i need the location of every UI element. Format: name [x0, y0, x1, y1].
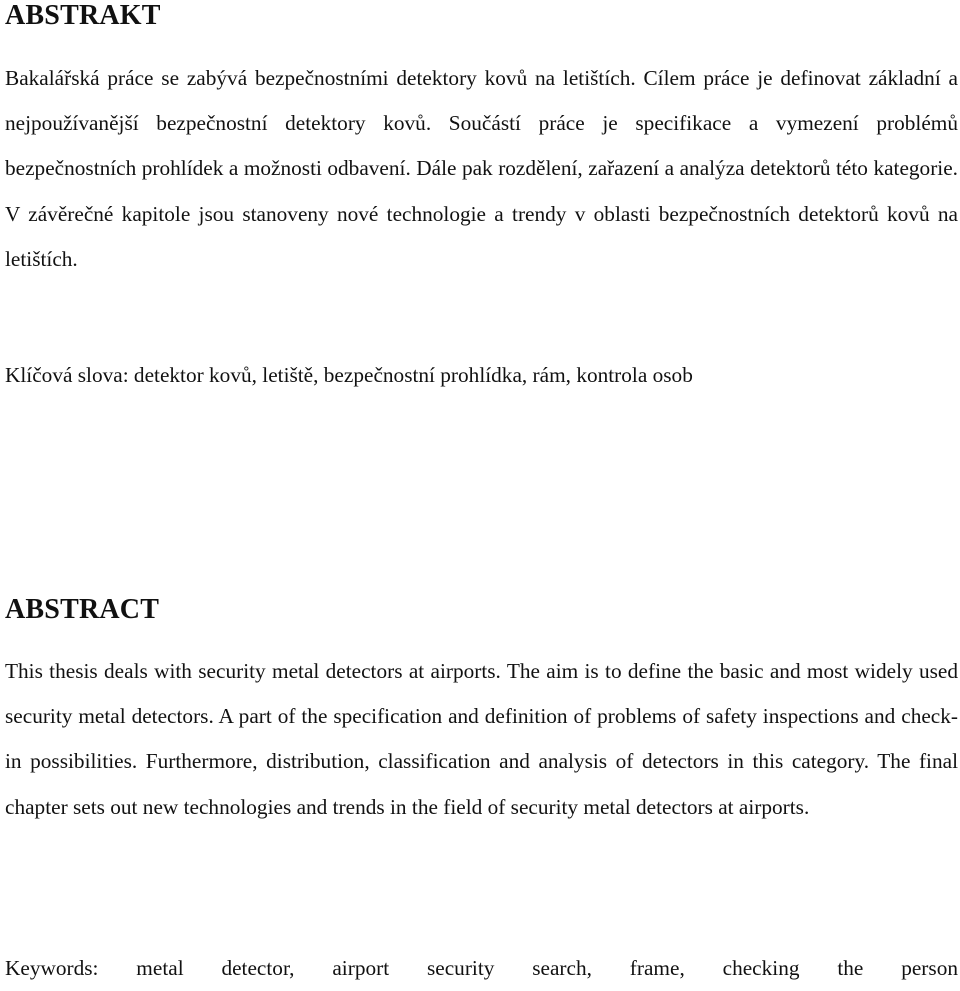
abstract-cz-body: Bakalářská práce se zabývá bezpečnostními detektory kovů na letištích. Cílem práce je definovat základní a nejpoužívanější bezpečnostní detektory kovů. Součástí práce je specifikace a vymezení problémů bezpečnostních prohlídek a možnosti odbavení. Dále pak rozdělení, zařazení a analýza detektorů této kategorie. V závěrečné kapitole jsou stanoveny nové technologie a trendy v oblasti bezpečnostních detektorů kovů na letištích.: [5, 66, 958, 271]
abstract-cz-keywords: Klíčová slova: detektor kovů, letiště, bezpečnostní prohlídka, rám, kontrola osob: [5, 363, 693, 387]
abstract-en-keywords: Keywords: metal detector, airport security search, frame, checking the person: [5, 956, 958, 980]
abstract-en-heading: ABSTRACT: [5, 594, 160, 625]
abstract-cz-heading: ABSTRAKT: [5, 0, 161, 31]
abstract-en-body: This thesis deals with security metal detectors at airports. The aim is to define the basic and most widely used security metal detectors. A part of the specification and definition of problems of safety inspections and check-in possibilities. Furthermore, distribution, classification and analysis of detectors in this category. The final chapter sets out new technologies and trends in the field of security metal detectors at airports.: [5, 659, 958, 819]
document-page: [5, 0, 958, 985]
